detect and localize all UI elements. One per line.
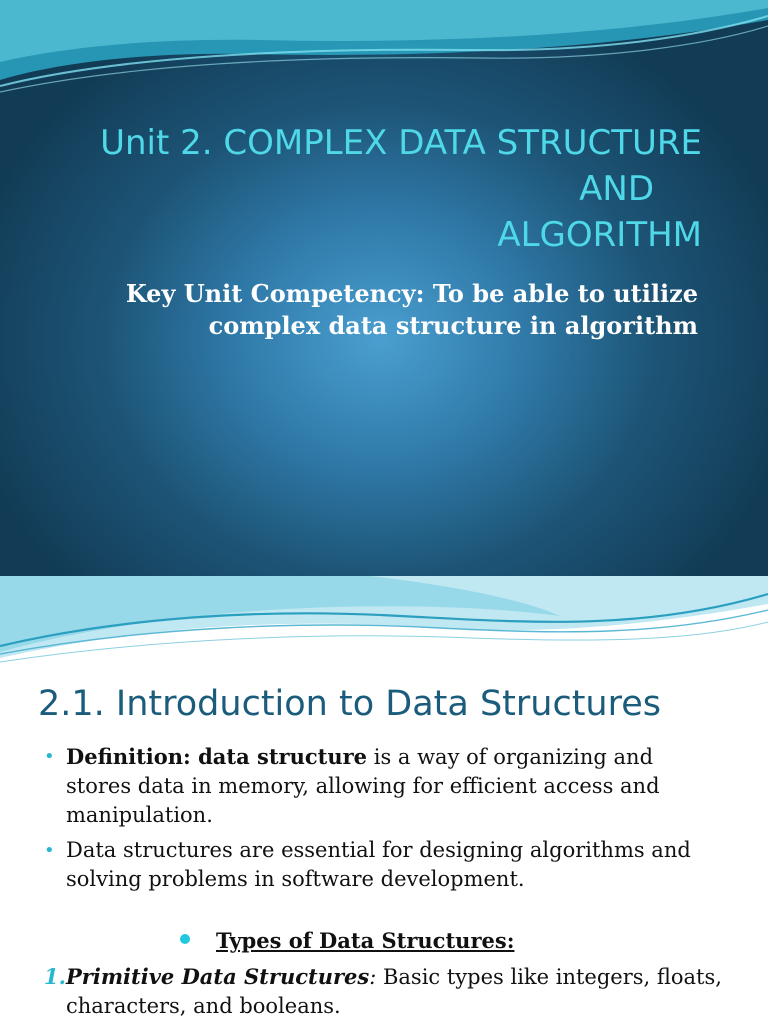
item-text: Basic types like integers, floats, characters, and booleans.	[66, 965, 722, 1018]
definition-text: is a way of organizing and stores data in memory, allowing for efficient access and manipulation.	[66, 745, 660, 827]
title-line-1: Unit 2. COMPLEX DATA STRUCTURE	[100, 123, 702, 163]
decorative-wave-header	[0, 576, 768, 668]
decorative-wave-top	[0, 0, 768, 100]
slide-subtitle: Key Unit Competency: To be able to utilize complex data structure in algorithm	[125, 279, 698, 340]
bullet-list	[40, 742, 720, 900]
item-term: Primitive Data Structures	[66, 964, 370, 989]
title-line-3: ALGORITHM	[497, 215, 702, 255]
types-heading: Types of Data Structures:	[216, 928, 515, 953]
bullet-dot-icon: •	[44, 746, 55, 767]
numbered-item-1	[44, 962, 734, 1021]
item-content	[44, 962, 734, 1021]
bullet-definition	[40, 742, 720, 830]
item-colon: :	[369, 965, 377, 989]
content-slide	[0, 576, 768, 1024]
slide-heading: 2.1. Introduction to Data Structures	[38, 684, 661, 724]
definition-term: Definition: data structure	[66, 744, 368, 769]
bullet-dot-icon	[180, 934, 190, 944]
bullet-importance	[40, 836, 720, 894]
slide-title	[22, 120, 702, 258]
bullet-dot-icon: •	[44, 840, 55, 861]
item-number: 1.	[44, 964, 66, 989]
title-line-2: AND	[579, 169, 654, 209]
types-heading-row	[180, 926, 514, 956]
importance-text: Data structures are essential for designing algorithms and solving problems in software development.	[66, 838, 691, 891]
